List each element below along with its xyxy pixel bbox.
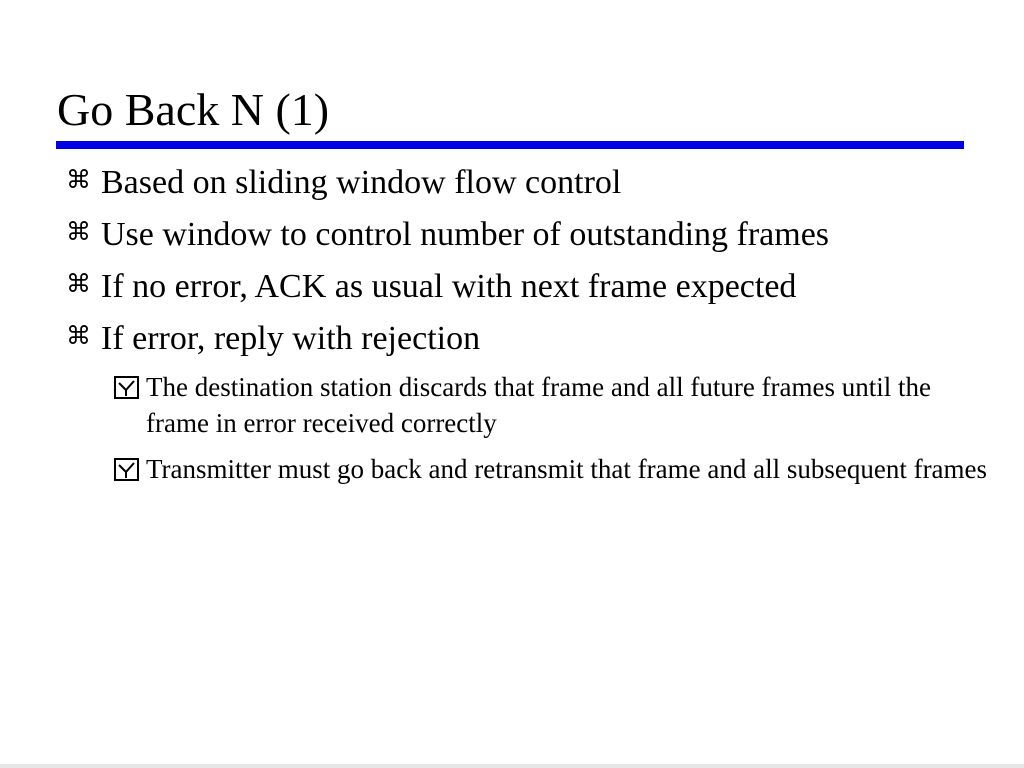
bullet-text: If error, reply with rejection	[101, 320, 481, 357]
command-key-icon: ⌘	[66, 321, 91, 350]
bullet-text: Use window to control number of outstanding frames	[101, 216, 830, 253]
checked-box-icon	[114, 376, 139, 399]
sub-bullet-text: The destination station discards that frame and all future frames until the frame in error received correctly	[146, 372, 932, 438]
sub-bullet-item	[114, 369, 996, 441]
command-key-icon: ⌘	[66, 269, 91, 298]
bullet-item	[66, 264, 796, 307]
sub-bullet-item	[114, 451, 996, 487]
bullet-text: Based on sliding window flow control	[101, 164, 622, 201]
command-key-icon: ⌘	[66, 217, 91, 246]
bullet-item	[66, 212, 829, 255]
bullet-text: If no error, ACK as usual with next frame expected	[101, 268, 797, 305]
bullet-item	[66, 160, 621, 203]
bottom-edge	[0, 764, 1024, 768]
checked-box-icon	[114, 458, 139, 481]
slide-title: Go Back N (1)	[57, 84, 330, 135]
sub-bullet-text: Transmitter must go back and retransmit that frame and all subsequent frames	[146, 454, 988, 484]
command-key-icon: ⌘	[66, 165, 91, 194]
bullet-item	[66, 316, 480, 359]
